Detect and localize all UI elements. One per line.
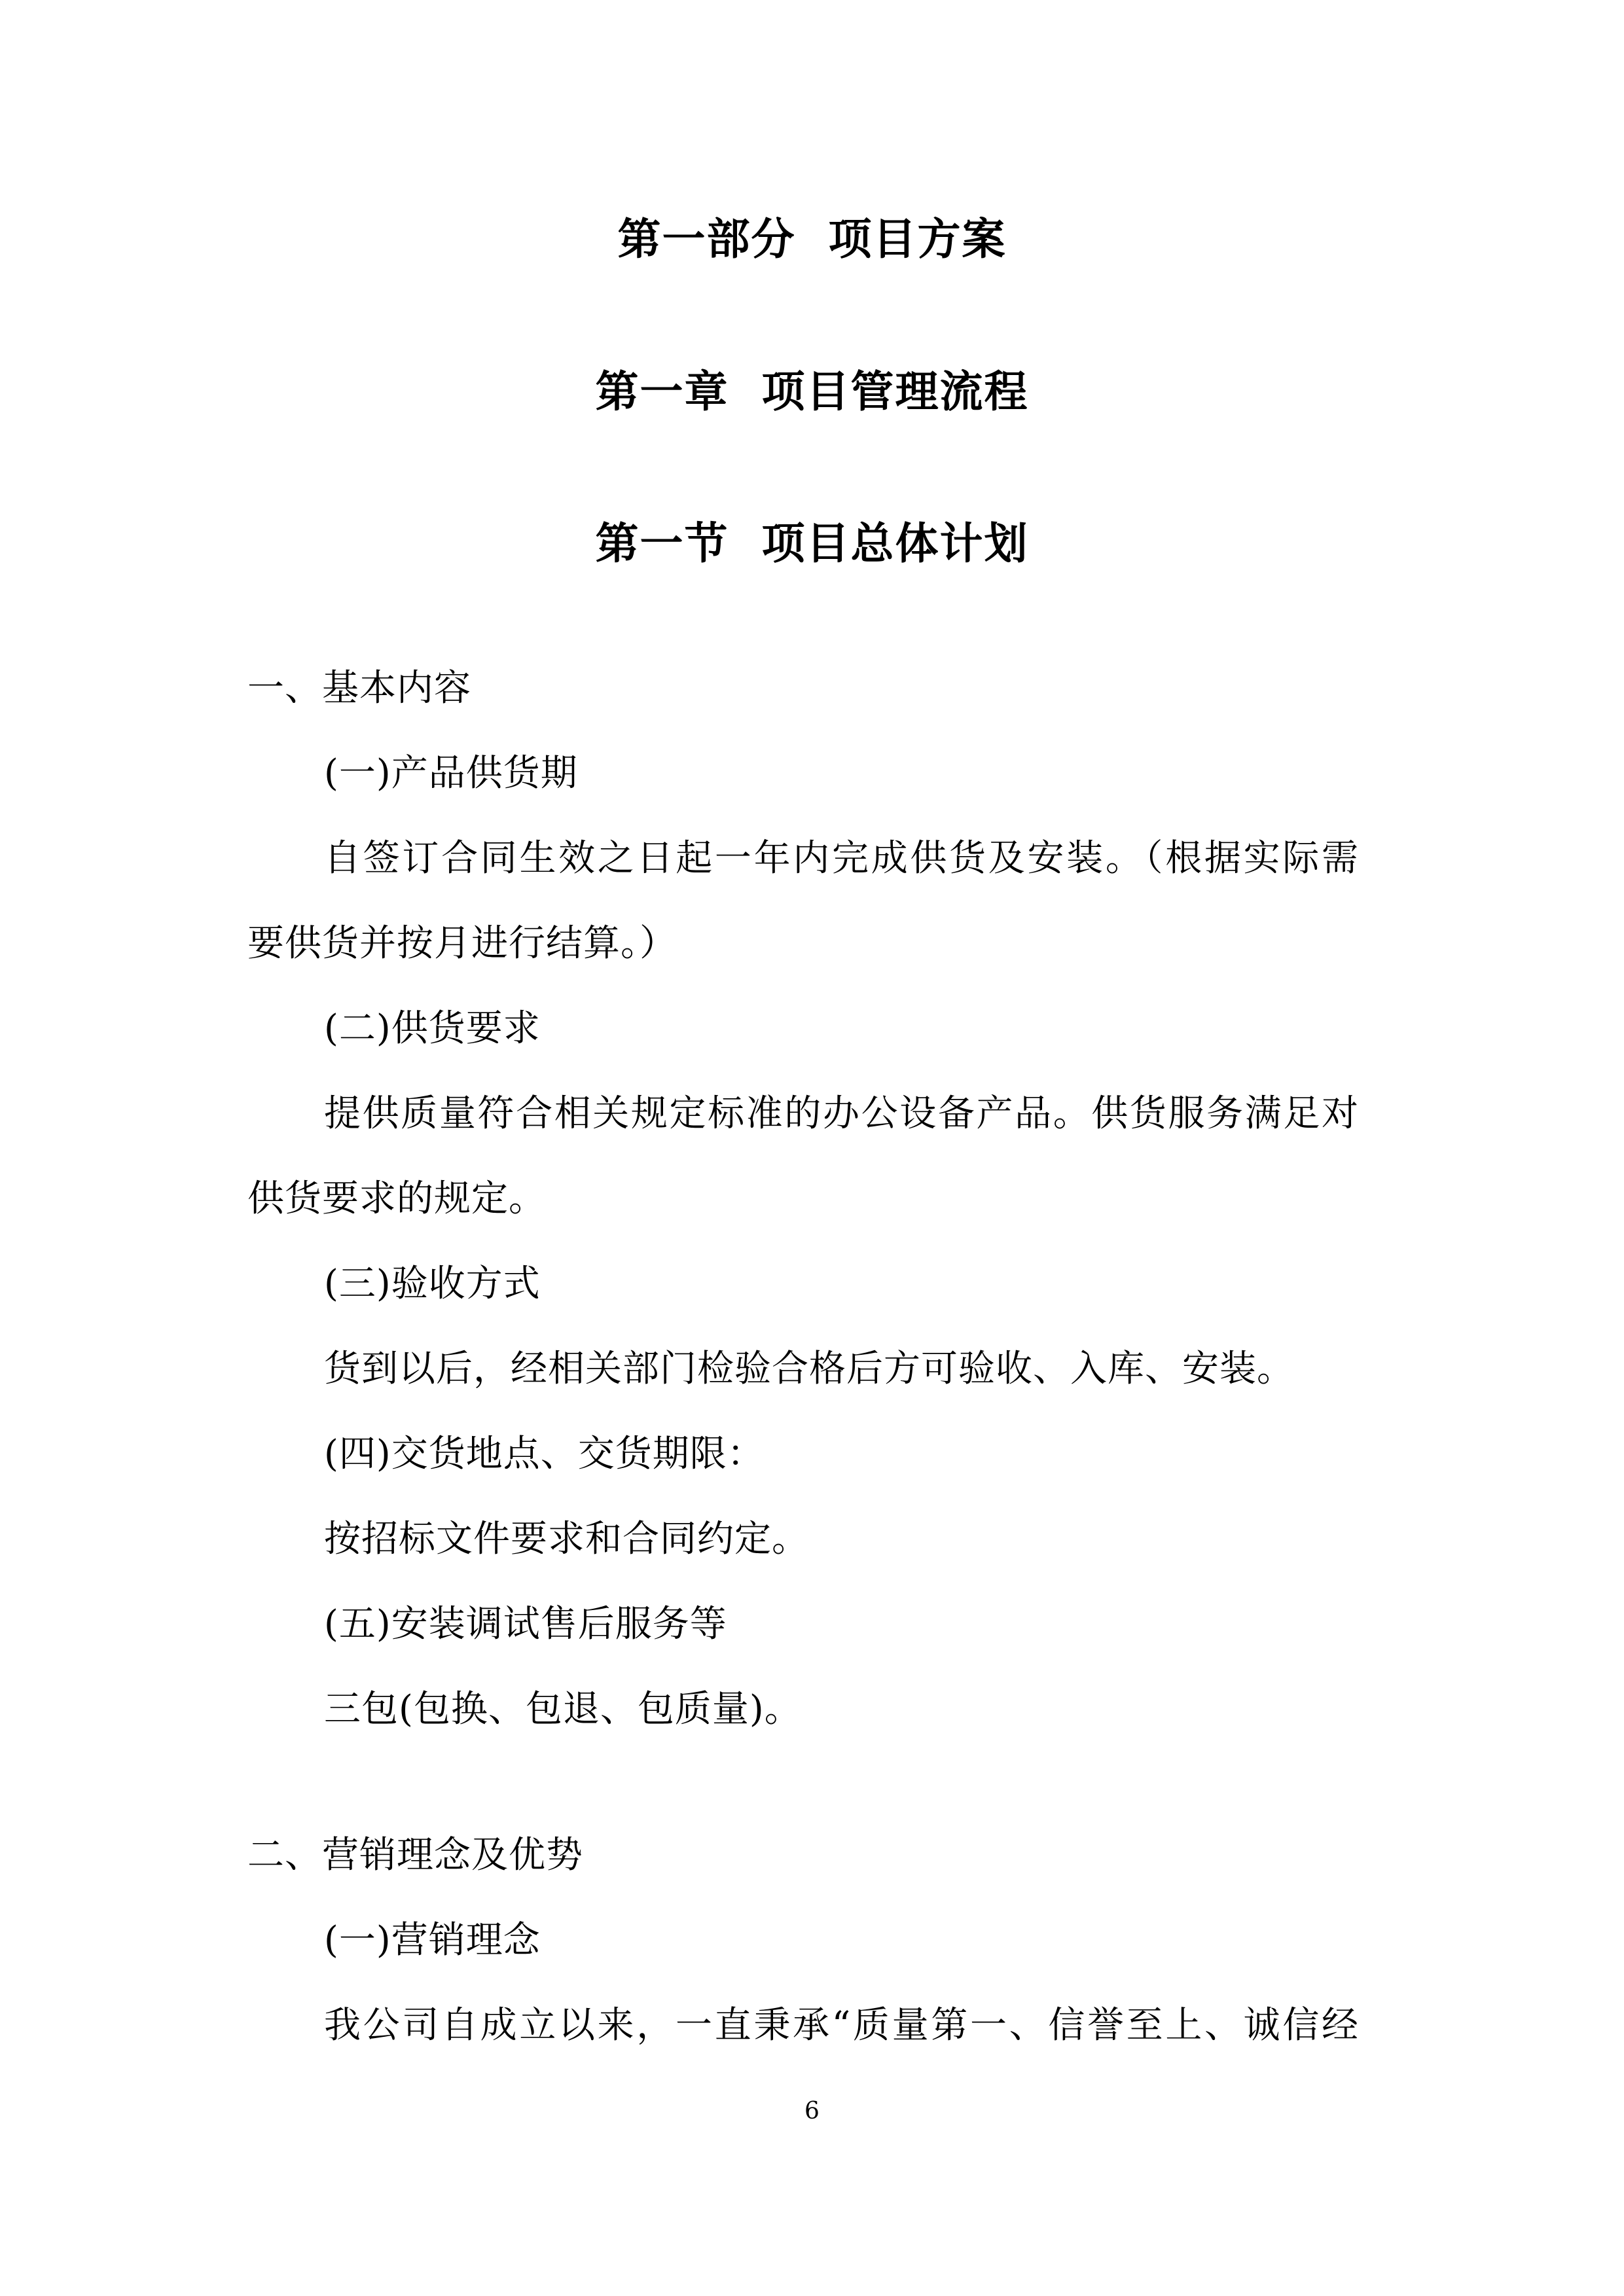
subheading-installation-service: (五)安装调试售后服务等 <box>324 1603 727 1645</box>
paragraph-supply-period-line2: 要供货并按月进行结算。） <box>247 922 677 965</box>
paragraph-marketing-philosophy: 我公司自成立以来，一直秉承“质量第一、信誉至上、诚信经 <box>324 2004 1358 2047</box>
page-number: 6 <box>804 2098 820 2125</box>
subheading-acceptance: (三)验收方式 <box>324 1263 541 1305</box>
paragraph-supply-period-line1: 自签订合同生效之日起一年内完成供货及安装。（根据实际需 <box>324 837 1358 880</box>
part-title: 第一部分 项目方案 <box>617 213 1007 264</box>
paragraph-installation-service: 三包(包换、包退、包质量)。 <box>324 1688 802 1731</box>
subheading-delivery: (四)交货地点、交货期限： <box>324 1433 765 1475</box>
section-title: 第一节 项目总体计划 <box>595 518 1029 569</box>
chapter-title: 第一章 项目管理流程 <box>595 366 1029 417</box>
subheading-supply-period: (一)产品供货期 <box>324 752 578 795</box>
subheading-supply-requirements: (二)供货要求 <box>324 1007 541 1050</box>
heading-basic-content: 一、基本内容 <box>247 667 471 709</box>
paragraph-delivery: 按招标文件要求和合同约定。 <box>324 1518 809 1560</box>
paragraph-supply-requirements-line1: 提供质量符合相关规定标准的办公设备产品。供货服务满足对 <box>324 1092 1358 1135</box>
subheading-marketing-philosophy: (一)营销理念 <box>324 1919 541 1962</box>
heading-marketing: 二、营销理念及优势 <box>247 1834 583 1876</box>
paragraph-acceptance: 货到以后，经相关部门检验合格后方可验收、入库、安装。 <box>324 1348 1294 1390</box>
paragraph-supply-requirements-line2: 供货要求的规定。 <box>247 1177 546 1220</box>
